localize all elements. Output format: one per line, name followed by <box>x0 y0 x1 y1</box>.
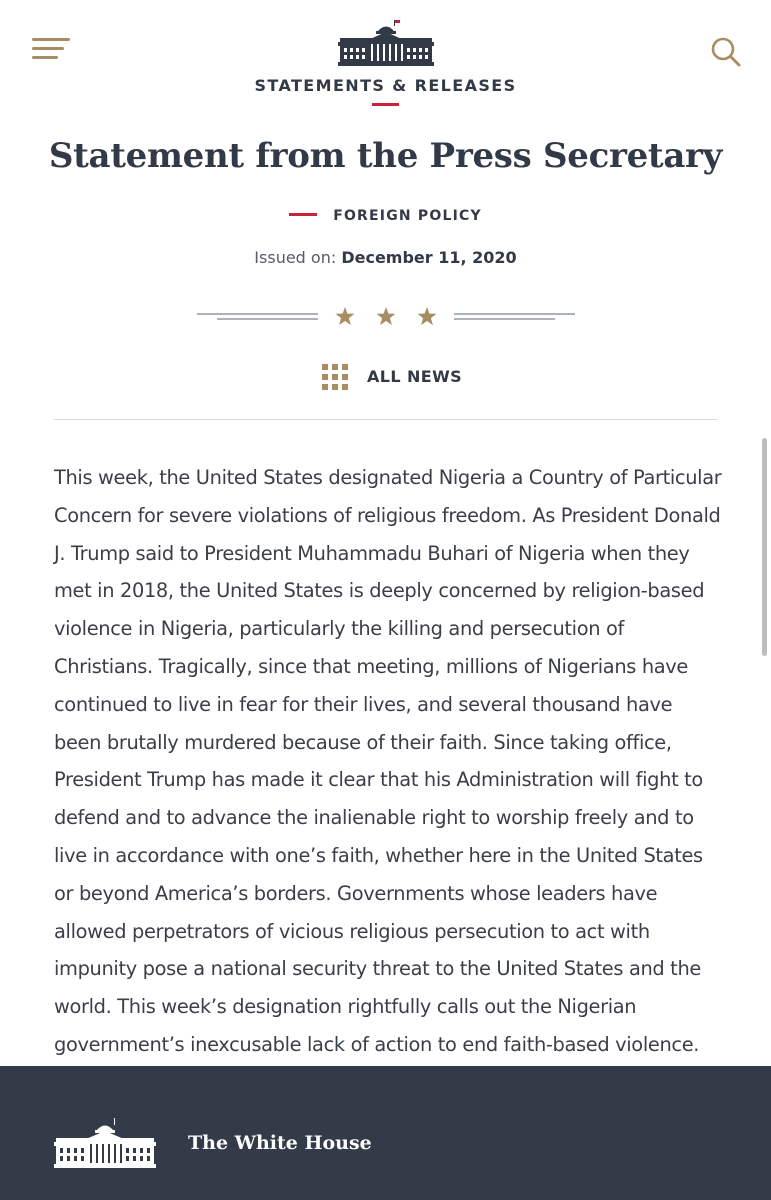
site-footer <box>0 1066 771 1200</box>
hamburger-icon[interactable] <box>32 38 70 62</box>
white-house-icon[interactable] <box>54 1118 156 1168</box>
section-rule <box>372 103 399 106</box>
white-house-icon[interactable] <box>338 20 434 66</box>
category-dash <box>289 213 317 216</box>
section-label[interactable]: STATEMENTS & RELEASES <box>254 76 517 95</box>
star-divider <box>197 305 575 329</box>
site-header <box>0 0 771 118</box>
star-icon <box>418 307 437 325</box>
star-icon <box>377 307 396 325</box>
all-news-label: ALL NEWS <box>367 367 463 386</box>
scrollbar[interactable] <box>762 438 767 656</box>
search-icon[interactable] <box>710 36 742 68</box>
grid-icon <box>322 364 348 390</box>
category-tag[interactable] <box>0 208 771 224</box>
article-body: This week, the United States designated Nigeria a Country of Particular Concern for severe violations of religious freedom. As President Donald J. Trump said to President Muhammadu Buhari of Nigeria when they met in 2018, the United States is deeply concerned by religion-based violence in Nigeria, particularly the killing and persecution of Christians. Tragically, since that meeting, millions of Nigerians have continued to live in fear for their lives, and several thousand have been brutally murdered because of their faith. Since taking office, President Trump has made it clear that his Administration will fight to defend and to advance the inalienable right to worship freely and to live in accordance with one’s faith, whether here in the United States or beyond America’s borders. Governments whose leaders have allowed perpetrators of vicious religious persecution to act with impunity pose a national security threat to the United States and the world. This week’s designation rightfully calls out the Nigerian government’s inexcusable lack of action to end faith-based violence. <box>54 466 722 1056</box>
issued-date <box>0 248 771 267</box>
footer-title[interactable]: The White House <box>188 1132 372 1154</box>
content-divider <box>54 419 718 420</box>
page-title: Statement from the Press Secretary <box>48 136 723 176</box>
star-icon <box>336 307 355 325</box>
issued-label: Issued on: <box>254 248 337 267</box>
category-label: FOREIGN POLICY <box>333 208 482 224</box>
issued-date-value: December 11, 2020 <box>341 248 517 267</box>
